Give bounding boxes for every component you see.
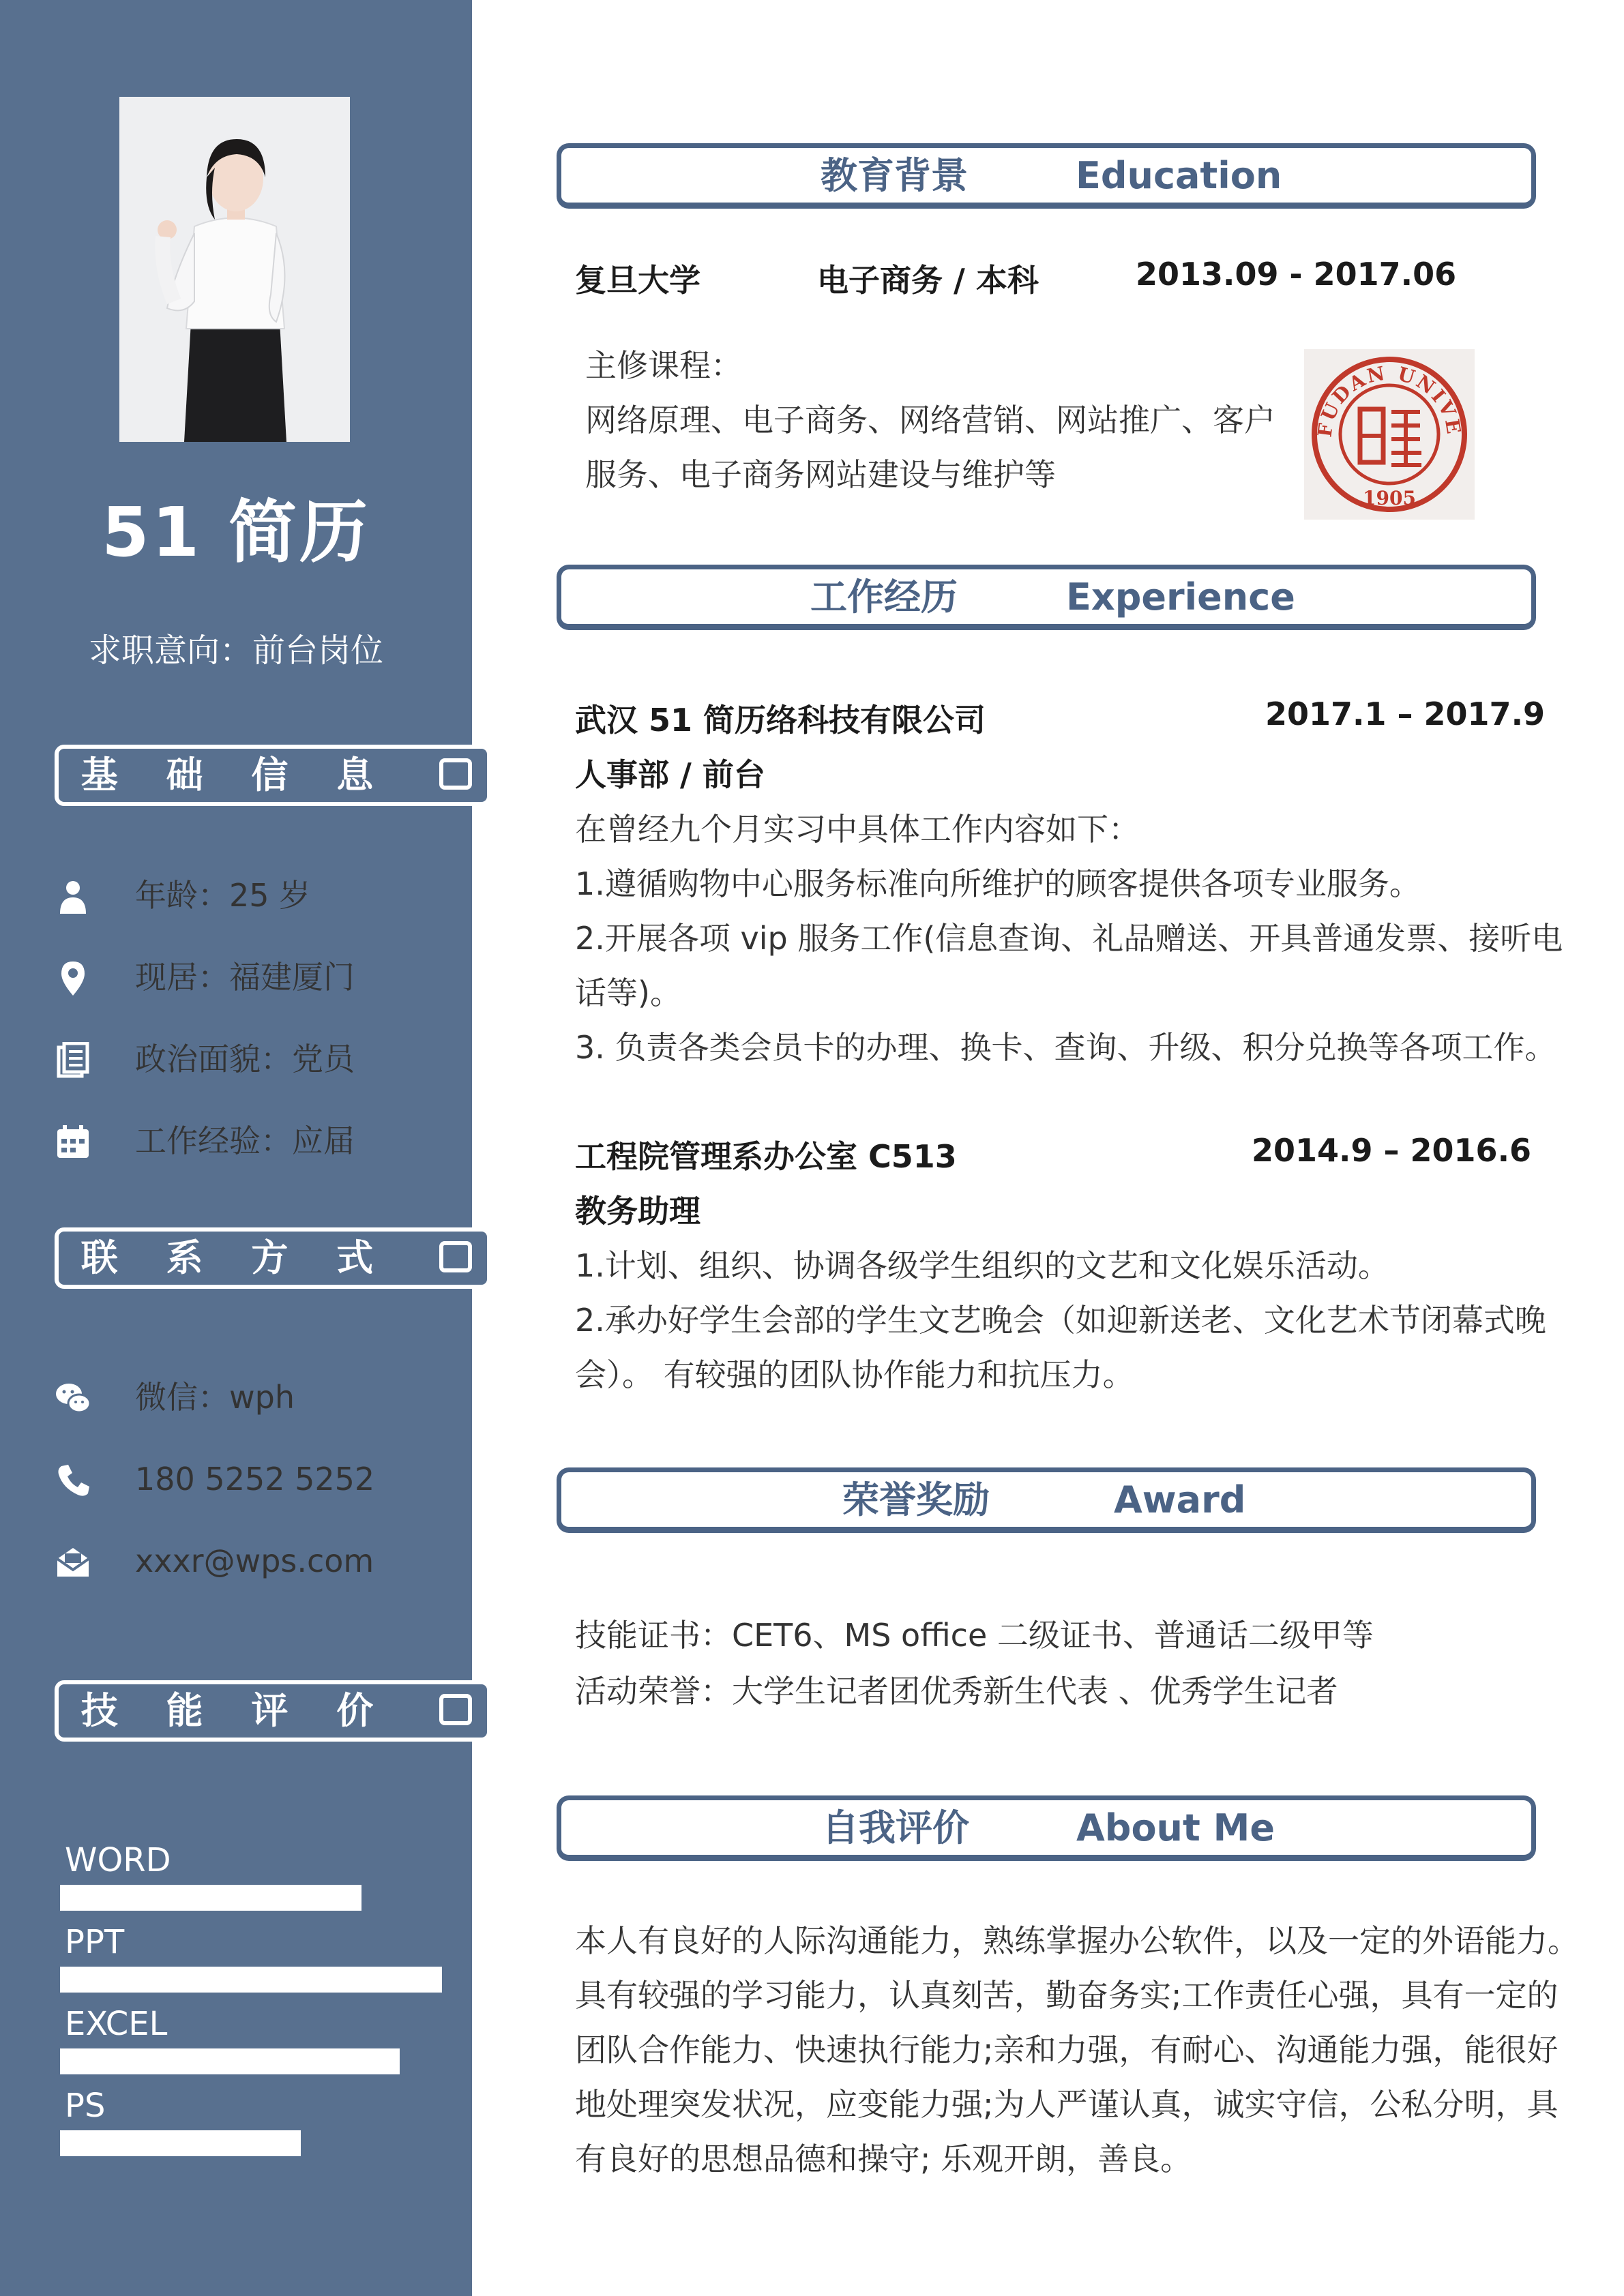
skill-ps-label: PS: [65, 2087, 106, 2125]
skill-word-label: WORD: [65, 1841, 171, 1879]
info-politics-label: 政治面貌：党员: [135, 1041, 355, 1077]
job1-line: 1.遵循购物中心服务标准向所维护的顾客提供各项专业服务。: [575, 865, 1421, 902]
job1-line: 2.开展各项 vip 服务工作(信息查询、礼品赠送、开具普通发票、接听电: [575, 920, 1563, 957]
award-line: 技能证书：CET6、MS office 二级证书、普通话二级甲等: [575, 1617, 1374, 1654]
contact-header: [55, 1227, 491, 1289]
contact-title: 联 系 方 式: [80, 1236, 392, 1279]
about-line: 地处理突发状况，应变能力强;为人严谨认真，诚实守信，公私分明，具: [575, 2086, 1559, 2123]
job1-period: 2017.1 – 2017.9: [1265, 696, 1546, 732]
square-icon: [439, 1694, 472, 1725]
skill-ppt-label: PPT: [65, 1923, 125, 1961]
contact-phone: [55, 1455, 437, 1503]
education-major: 电子商务 / 本科: [817, 262, 1039, 299]
svg-text:1905: 1905: [1363, 487, 1416, 509]
svg-text:FUDAN UNIVERSITY: FUDAN UNIVE: [1313, 361, 1466, 438]
basic-info-header: [55, 745, 491, 806]
info-experience: [55, 1117, 437, 1165]
wechat-icon: [55, 1380, 91, 1417]
university-seal-logo: [1304, 349, 1475, 520]
about-title-cn: 自我评价: [822, 1806, 969, 1849]
contact-wechat-label: 微信：wph: [135, 1379, 295, 1416]
job1-line: 3. 负责各类会员卡的办理、换卡、查询、升级、积分兑换等各项工作。: [575, 1029, 1556, 1066]
contact-email: [55, 1537, 437, 1585]
skill-ppt-bar: [60, 1967, 442, 1993]
job1-company: 武汉 51 简历络科技有限公司: [575, 702, 986, 739]
award-title-en: Award: [1114, 1478, 1246, 1521]
job2-period: 2014.9 – 2016.6: [1252, 1132, 1532, 1169]
about-line: 团队合作能力、快速执行能力;亲和力强，有耐心、沟通能力强，能很好: [575, 2031, 1559, 2068]
education-title-cn: 教育背景: [821, 154, 968, 197]
about-line: 具有较强的学习能力，认真刻苦，勤奋务实;工作责任心强，具有一定的: [575, 1977, 1559, 2014]
skill-excel-bar: [60, 2048, 400, 2074]
job1-line: 在曾经九个月实习中具体工作内容如下：: [575, 811, 1140, 848]
phone-icon: [55, 1462, 91, 1499]
square-icon: [439, 758, 472, 790]
about-header: [557, 1795, 1536, 1861]
education-title-en: Education: [1076, 154, 1282, 197]
education-courses-line1: 网络原理、电子商务、网络营销、网站推广、客户: [585, 402, 1275, 438]
award-header: [557, 1467, 1536, 1533]
skill-excel-label: EXCEL: [65, 2005, 168, 2043]
job2-role: 教务助理: [575, 1193, 700, 1229]
profile-photo: [119, 97, 350, 442]
resume-name: 51 简历: [102, 492, 370, 572]
job2-line: 会）。 有较强的团队协作能力和抗压力。: [575, 1356, 1134, 1393]
skill-word-bar: [60, 1885, 361, 1911]
job2-line: 2.承办好学生会部的学生文艺晚会（如迎新送老、文化艺术节闭幕式晚: [575, 1302, 1546, 1339]
education-period: 2013.09 - 2017.06: [1136, 256, 1457, 293]
job2-line: 1.计划、组织、协调各级学生组织的文艺和文化娱乐活动。: [575, 1247, 1389, 1284]
about-title-en: About Me: [1076, 1806, 1275, 1849]
skills-title: 技 能 评 价: [80, 1689, 392, 1732]
experience-header: [557, 565, 1536, 630]
award-title-cn: 荣誉奖励: [842, 1478, 990, 1521]
education-courses-line2: 服务、电子商务网站建设与维护等: [585, 456, 1056, 493]
education-header: [557, 143, 1536, 209]
info-experience-label: 工作经验：应届: [135, 1122, 355, 1159]
contact-email-label: xxxr@wps.com: [135, 1542, 374, 1579]
person-icon: [55, 878, 91, 915]
calendar-icon: [55, 1124, 91, 1161]
experience-title-cn: 工作经历: [810, 576, 958, 618]
skill-ps-bar: [60, 2130, 301, 2156]
info-location-label: 现居：福建厦门: [135, 959, 355, 996]
job-intent: 求职意向：前台岗位: [88, 631, 383, 670]
about-line: 本人有良好的人际沟通能力，熟练掌握办公软件，以及一定的外语能力。: [575, 1922, 1579, 1959]
experience-title-en: Experience: [1066, 576, 1295, 618]
info-age: [55, 871, 437, 919]
job1-line: 话等)。: [575, 974, 681, 1011]
skills-header: [55, 1680, 491, 1742]
info-age-label: 年龄：25 岁: [135, 877, 311, 914]
contact-wechat: [55, 1373, 437, 1421]
location-pin-icon: [55, 960, 91, 997]
info-location: [55, 953, 437, 1001]
square-icon: [439, 1241, 472, 1272]
award-line: 活动荣誉：大学生记者团优秀新生代表 、优秀学生记者: [575, 1673, 1338, 1710]
contact-phone-label: 180 5252 5252: [135, 1461, 375, 1497]
sidebar: [0, 0, 472, 2296]
education-school: 复旦大学: [575, 262, 700, 299]
email-icon: [55, 1544, 91, 1581]
education-courses-label: 主修课程：: [585, 347, 742, 384]
info-politics: [55, 1035, 437, 1083]
basic-info-title: 基 础 信 息: [80, 754, 392, 796]
document-icon: [55, 1042, 91, 1079]
job1-role: 人事部 / 前台: [575, 756, 765, 793]
about-line: 有良好的思想品德和操守; 乐观开朗，善良。: [575, 2141, 1192, 2177]
job2-company: 工程院管理系办公室 C513: [575, 1138, 957, 1175]
